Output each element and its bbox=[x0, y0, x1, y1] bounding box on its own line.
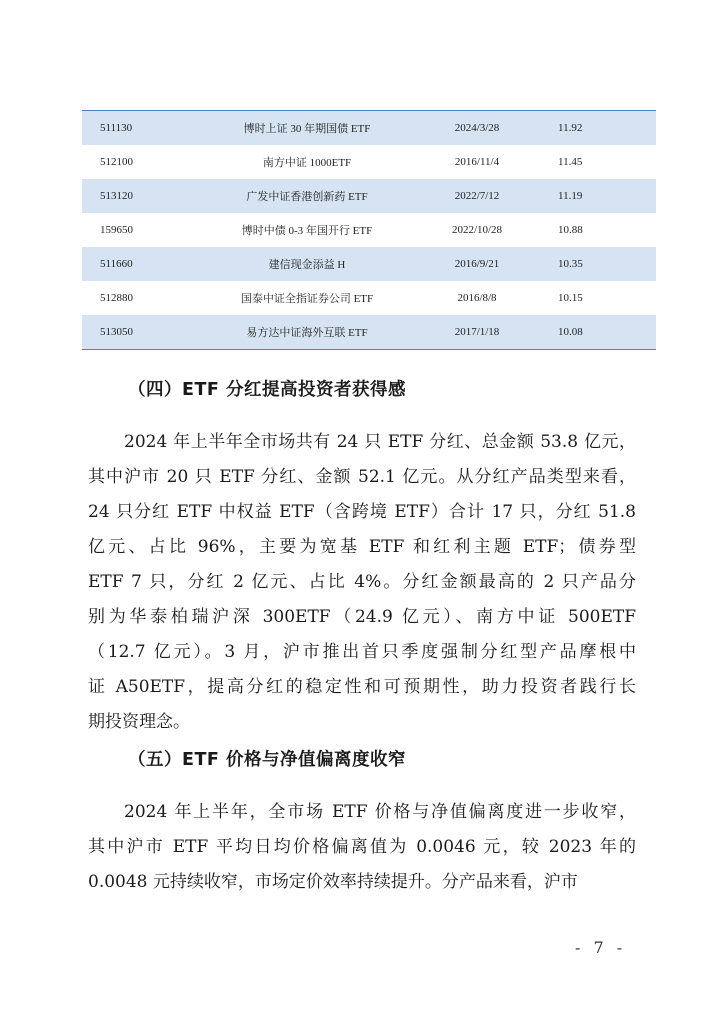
fund-code-cell: 512100 bbox=[100, 156, 133, 168]
value-cell: 10.88 bbox=[558, 224, 583, 236]
paragraph-line: 其中沪市 ETF 平均日均价格偏离值为 0.0046 元，较 2023 年的 bbox=[88, 837, 636, 857]
table-row bbox=[82, 281, 656, 315]
fund-code-cell: 511660 bbox=[82, 247, 204, 281]
paragraph-line: ETF 7 只，分红 2 亿元、占比 4%。分红金额最高的 2 只产品分 bbox=[88, 572, 636, 592]
listing-date-cell: 2017/1/18 bbox=[410, 315, 544, 350]
table-row bbox=[82, 315, 656, 350]
paragraph-line: （12.7 亿元）。3 月，沪市推出首只季度强制分红型产品摩根中 bbox=[88, 642, 636, 662]
fund-code-cell: 511130 bbox=[82, 111, 204, 146]
value-cell: 10.15 bbox=[558, 292, 583, 304]
fund-name-cell: 国泰中证全指证券公司 ETF bbox=[240, 293, 374, 305]
paragraph-line: 24 只分红 ETF 中权益 ETF（含跨境 ETF）合计 17 只，分红 51.8 bbox=[88, 502, 636, 522]
listing-date-cell: 2022/7/12 bbox=[410, 179, 544, 213]
section-5-paragraph bbox=[88, 795, 636, 900]
paragraph-line: 2024 年上半年全市场共有 24 只 ETF 分红、总金额 53.8 亿元， bbox=[124, 432, 636, 452]
section-5-heading: （五）ETF 价格与净值偏离度收窄 bbox=[128, 750, 406, 770]
value-cell: 10.35 bbox=[544, 247, 656, 281]
value-cell: 11.92 bbox=[544, 111, 656, 146]
fund-code-cell: 513050 bbox=[82, 315, 204, 350]
listing-date-cell: 2016/9/21 bbox=[410, 247, 544, 281]
listing-date-cell: 2022/10/28 bbox=[451, 224, 503, 236]
fund-name-cell: 易方达中证海外互联 ETF bbox=[204, 315, 410, 350]
fund-name-cell: 博时上证 30 年期国债 ETF bbox=[204, 111, 410, 146]
listing-date-cell: 2016/11/4 bbox=[454, 156, 500, 168]
value-cell: 11.45 bbox=[558, 156, 583, 168]
listing-date-cell: 2024/3/28 bbox=[410, 111, 544, 146]
value-cell: 10.08 bbox=[544, 315, 656, 350]
section-4-paragraph bbox=[88, 425, 636, 740]
fund-name-cell: 建信现金添益 H bbox=[204, 247, 410, 281]
fund-name-cell: 博时中债 0-3 年国开行 ETF bbox=[241, 225, 373, 237]
paragraph-line: 亿元、占比 96%，主要为宽基 ETF 和红利主题 ETF；债券型 bbox=[88, 537, 636, 557]
paragraph-line: 证 A50ETF，提高分红的稳定性和可预期性，助力投资者践行长 bbox=[88, 677, 636, 697]
paragraph-line: 2024 年上半年，全市场 ETF 价格与净值偏离度进一步收窄， bbox=[124, 802, 636, 822]
table-row bbox=[82, 213, 656, 247]
fund-name-cell: 广发中证香港创新药 ETF bbox=[204, 179, 410, 213]
table-body bbox=[82, 111, 656, 350]
fund-code-cell: 512880 bbox=[100, 292, 133, 304]
value-cell: 11.19 bbox=[544, 179, 656, 213]
section-4-heading: （四）ETF 分红提高投资者获得感 bbox=[128, 380, 406, 400]
paragraph-line: 0.0048 元持续收窄，市场定价效率持续提升。分产品来看，沪市 bbox=[88, 872, 578, 892]
table-row bbox=[82, 111, 656, 146]
table-row bbox=[82, 247, 656, 281]
paragraph-line: 其中沪市 20 只 ETF 分红、金额 52.1 亿元。从分红产品类型来看， bbox=[88, 467, 636, 487]
listing-date-cell: 2016/8/8 bbox=[457, 292, 497, 304]
paragraph-line: 期投资理念。 bbox=[88, 712, 190, 732]
paragraph-line: 别为华泰柏瑞沪深 300ETF（24.9 亿元）、南方中证 500ETF bbox=[88, 607, 636, 627]
table-row bbox=[82, 145, 656, 179]
fund-name-cell: 南方中证 1000ETF bbox=[262, 157, 352, 169]
table-row bbox=[82, 179, 656, 213]
page-number: - 7 - bbox=[575, 938, 627, 957]
fund-code-cell: 159650 bbox=[100, 224, 133, 236]
fund-code-cell: 513120 bbox=[82, 179, 204, 213]
etf-ranking-table bbox=[82, 110, 656, 350]
